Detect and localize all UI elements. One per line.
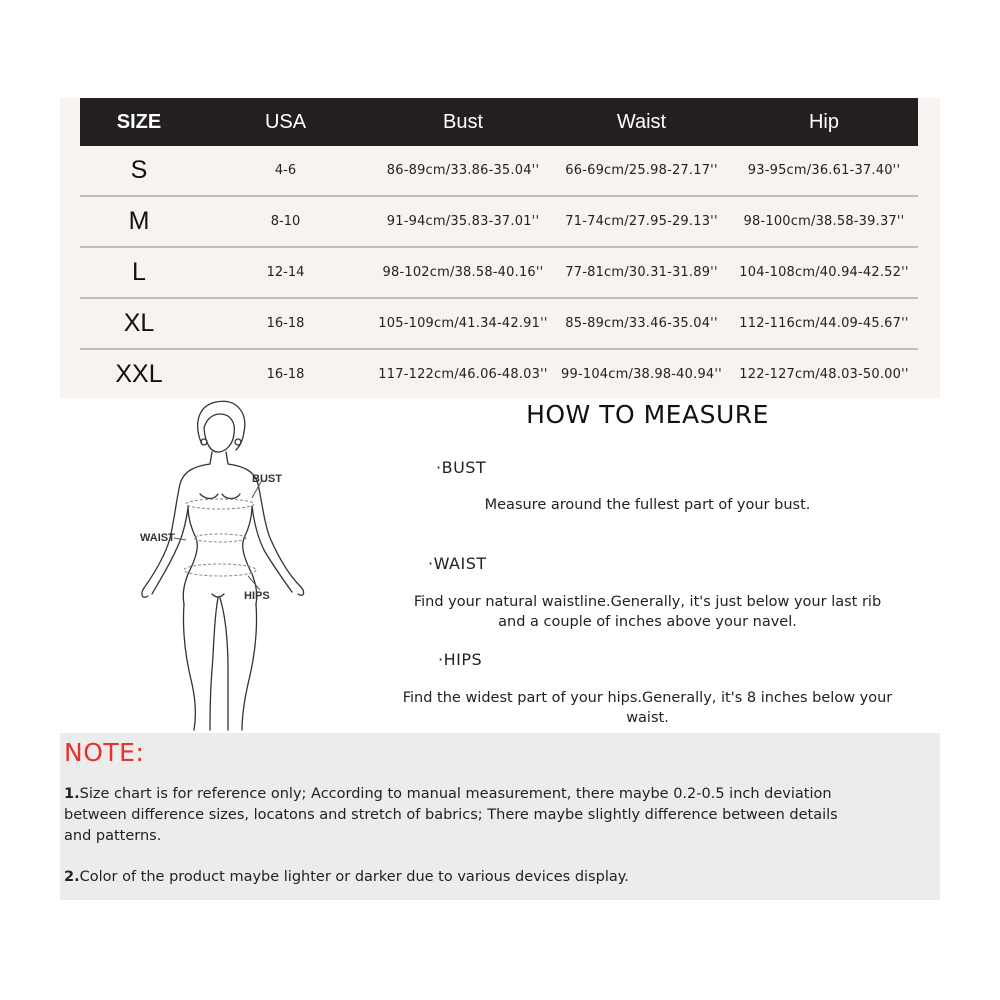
table-row (80, 146, 918, 196)
usa-cell: 16-18 (266, 367, 305, 382)
usa-cell: 8-10 (198, 196, 373, 247)
bust-cell: 91-94cm/35.83-37.01'' (373, 196, 553, 247)
hip-cell: 98-100cm/38.58-39.37'' (730, 196, 918, 247)
header-size: SIZE (80, 98, 198, 146)
how-to-measure (360, 398, 935, 733)
waist-cell: 99-104cm/38.98-40.94'' (561, 367, 722, 382)
bust-cell: 117-122cm/46.06-48.03'' (378, 367, 548, 382)
bust-label: BUST (252, 473, 282, 485)
note-item-2-number: 2. (64, 869, 80, 885)
hips-instruction-line1: Find the widest part of your hips.Generally, it's 8 inches below your (402, 690, 893, 706)
waist-cell: 66-69cm/25.98-27.17'' (553, 146, 730, 196)
note-title: NOTE: (64, 738, 145, 767)
usa-cell: 12-14 (198, 247, 373, 298)
waist-label: WAIST (140, 532, 175, 544)
header-bust: Bust (373, 98, 553, 146)
waist-instruction-line2: and a couple of inches above your navel. (498, 614, 797, 630)
bust-cell: 105-109cm/41.34-42.91'' (373, 298, 553, 349)
note-section (60, 733, 940, 900)
usa-cell: 16-18 (198, 298, 373, 349)
waist-cell: 77-81cm/30.31-31.89'' (553, 247, 730, 298)
hips-heading: ·HIPS (438, 650, 483, 669)
body-outline-icon (130, 398, 320, 733)
waist-instruction-line1: Find your natural waistline.Generally, it's just below your last rib (413, 594, 882, 610)
header-usa: USA (198, 98, 373, 146)
bust-heading: ·BUST (436, 458, 487, 477)
note-item-1-line2: between difference sizes, locatons and stretch of babrics; There maybe slightly difference between details (64, 807, 838, 823)
table-row (80, 298, 918, 349)
hip-cell: 104-108cm/40.94-42.52'' (730, 247, 918, 298)
note-item-2-text: Color of the product maybe lighter or darker due to various devices display. (79, 869, 629, 885)
size-cell: S (80, 146, 198, 196)
table-row (80, 349, 918, 399)
body-figure-illustration (130, 398, 320, 733)
table-row (80, 196, 918, 247)
note-item-1-line1 (64, 784, 934, 805)
hip-cell: 122-127cm/48.03-50.00'' (739, 367, 909, 382)
note-item-1-text: Size chart is for reference only; According to manual measurement, there maybe 0.2-0.5 inch deviation (79, 786, 832, 802)
size-cell: M (80, 196, 198, 247)
hip-cell: 93-95cm/36.61-37.40'' (730, 146, 918, 196)
header-hip: Hip (730, 98, 918, 146)
hips-instruction-line2: waist. (626, 710, 669, 726)
table-row (80, 247, 918, 298)
table-header-row (80, 98, 918, 146)
size-table (80, 98, 918, 399)
waist-cell: 71-74cm/27.95-29.13'' (553, 196, 730, 247)
waist-heading: ·WAIST (428, 554, 487, 573)
size-cell: XL (80, 298, 198, 349)
size-cell: XXL (115, 360, 163, 388)
how-to-measure-title: HOW TO MEASURE (526, 400, 769, 429)
hips-label: HIPS (244, 590, 270, 602)
note-item-1-line3: and patterns. (64, 828, 162, 844)
size-cell: L (80, 247, 198, 298)
header-waist: Waist (553, 98, 730, 146)
note-item-2 (64, 867, 934, 888)
usa-cell: 4-6 (198, 146, 373, 196)
bust-cell: 86-89cm/33.86-35.04'' (373, 146, 553, 196)
hip-cell: 112-116cm/44.09-45.67'' (730, 298, 918, 349)
bust-cell: 98-102cm/38.58-40.16'' (373, 247, 553, 298)
note-item-1-number: 1. (64, 786, 80, 802)
bust-instruction: Measure around the fullest part of your bust. (484, 497, 811, 513)
waist-cell: 85-89cm/33.46-35.04'' (553, 298, 730, 349)
size-chart (60, 98, 940, 398)
